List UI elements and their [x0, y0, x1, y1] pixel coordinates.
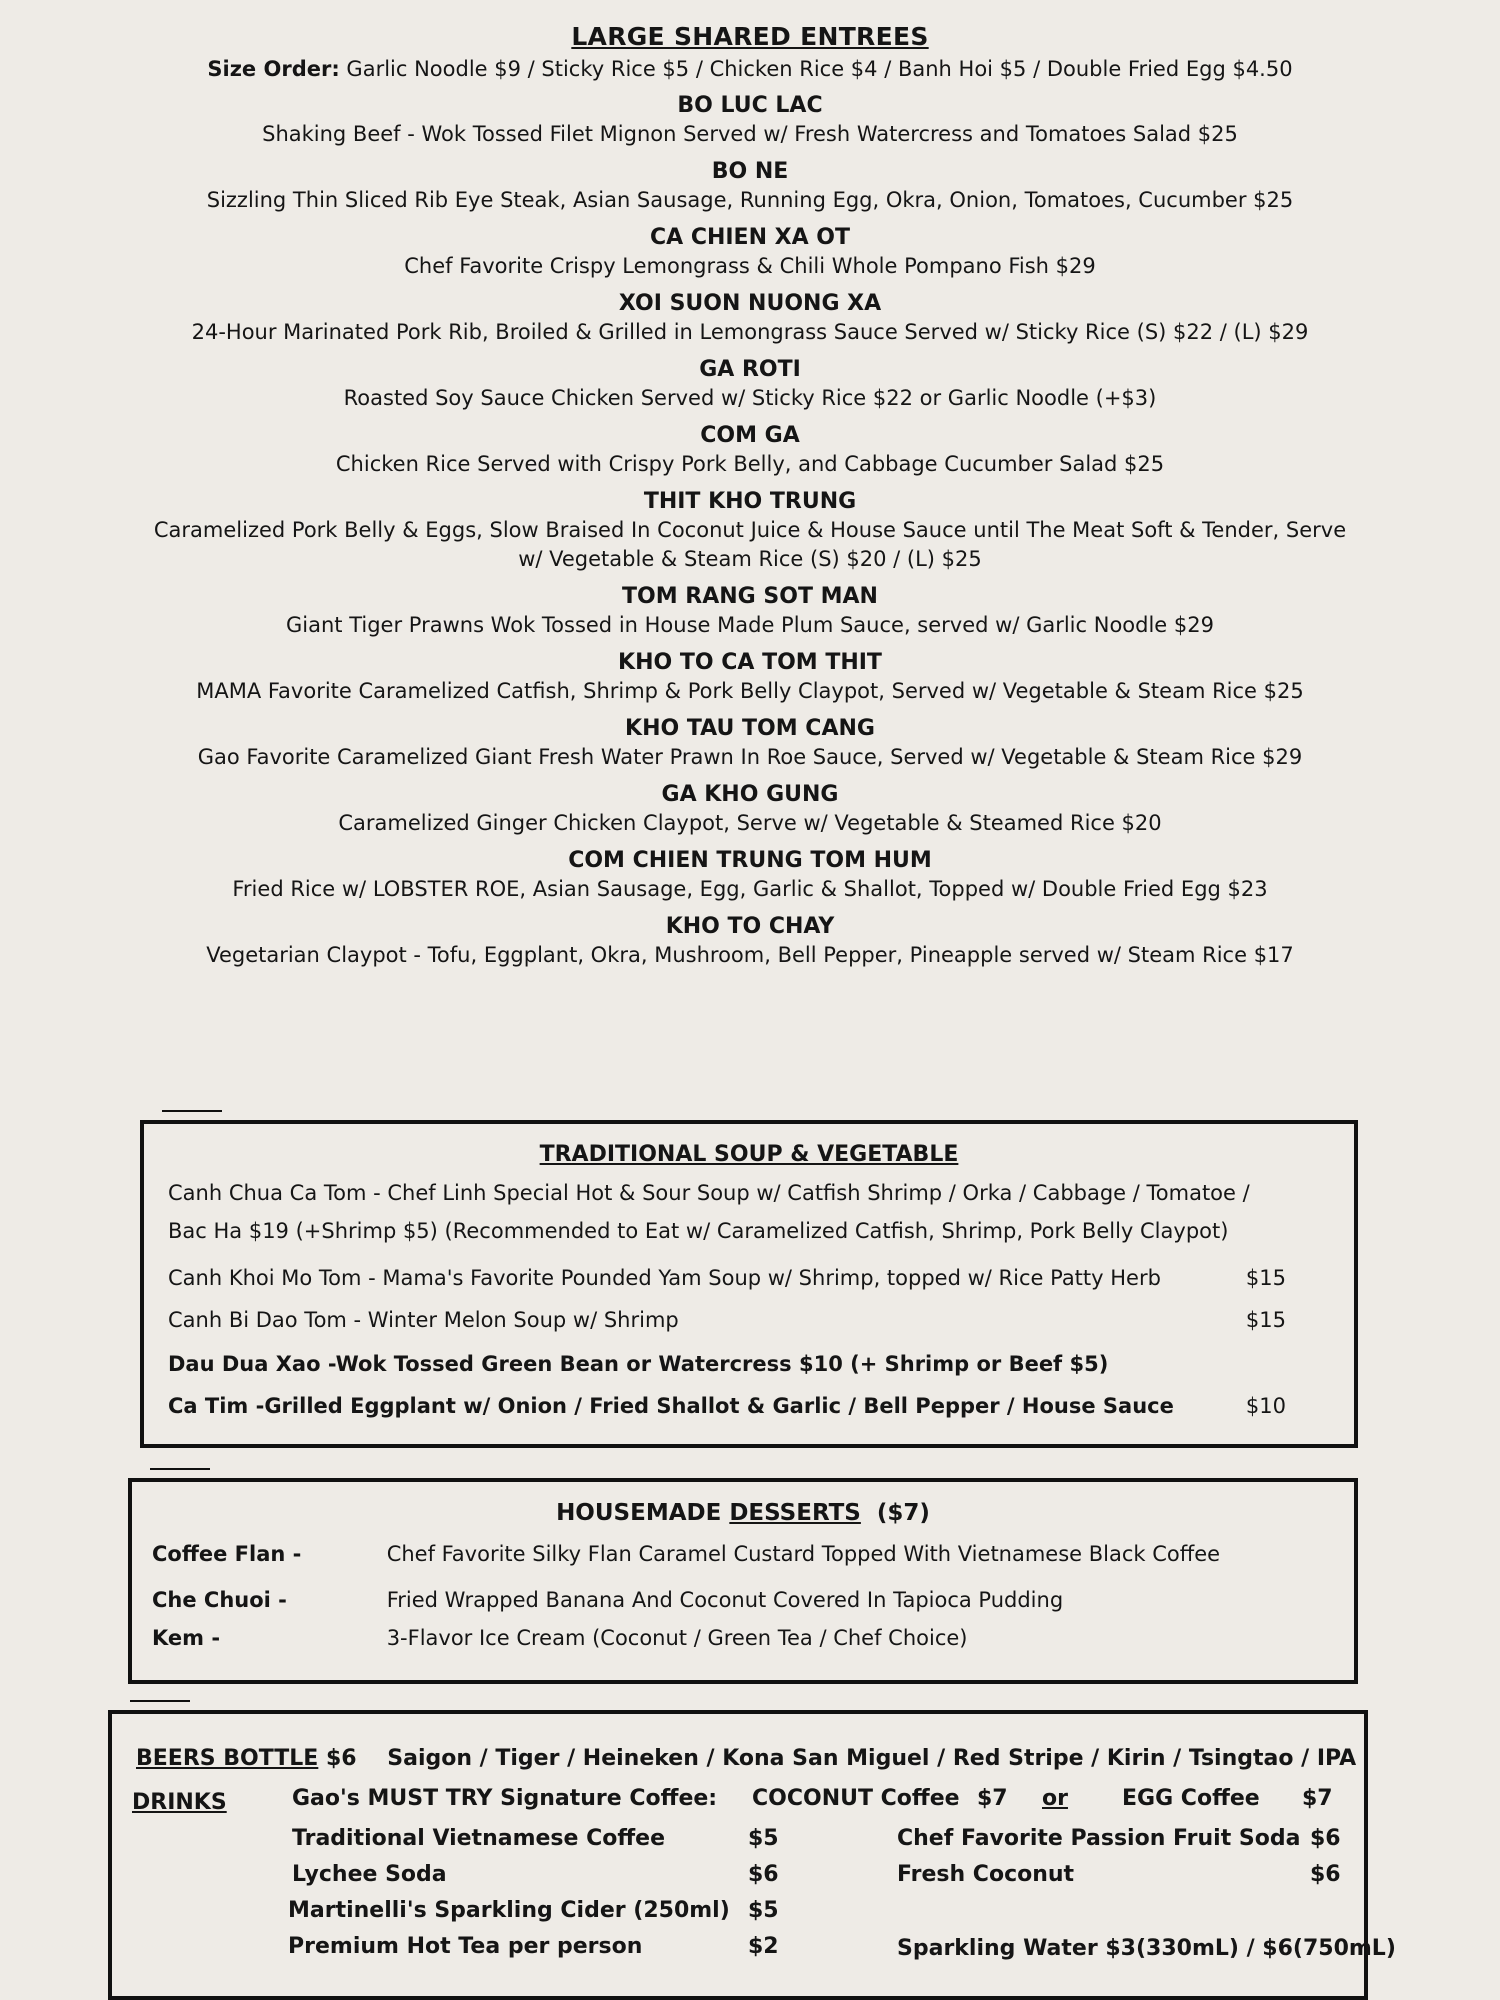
- entree-item: [0, 583, 1500, 640]
- soup-row: [168, 1352, 1326, 1376]
- desserts-title-price: ($7): [876, 1500, 930, 1526]
- entree-name: KHO TAU TOM CANG: [625, 716, 875, 741]
- dessert-name: Coffee Flan -: [152, 1542, 302, 1566]
- entree-item: [0, 488, 1500, 574]
- or-text: or: [1042, 1786, 1068, 1811]
- dessert-desc: Chef Favorite Silky Flan Caramel Custard Topped With Vietnamese Black Coffee: [386, 1542, 1221, 1566]
- entree-name: KHO TO CHAY: [665, 914, 835, 939]
- entree-name: KHO TO CA TOM THIT: [618, 650, 882, 675]
- entree-name: CA CHIEN XA OT: [649, 225, 851, 250]
- drink-price: $6: [1310, 1862, 1341, 1887]
- entree-desc: Gao Favorite Caramelized Giant Fresh Water Prawn In Roe Sauce, Served w/ Vegetable & Steam Rice $29: [197, 745, 1303, 769]
- dessert-desc: Fried Wrapped Banana And Coconut Covered In Tapioca Pudding: [386, 1588, 1064, 1612]
- entree-item: [0, 422, 1500, 479]
- soup-row-price: $10: [1245, 1394, 1286, 1418]
- drink-name: Martinelli's Sparkling Cider (250ml): [288, 1898, 730, 1923]
- coconut-coffee: COCONUT Coffee: [752, 1786, 960, 1811]
- entree-item: [0, 356, 1500, 413]
- entree-desc: Caramelized Pork Belly & Eggs, Slow Braised In Coconut Juice & House Sauce until The Meat Soft & Tender, Serve w/ Vegetable & Steam Rice (S) $20 / (L) $25: [153, 518, 1347, 571]
- sparkling-water: Sparkling Water $3(330mL) / $6(750mL): [897, 1936, 1396, 1961]
- soup-row: [168, 1394, 1326, 1418]
- entree-item: [0, 913, 1500, 970]
- entree-name: BO NE: [711, 159, 789, 184]
- soup-title: TRADITIONAL SOUP & VEGETABLE: [539, 1142, 959, 1167]
- dessert-row: [152, 1588, 1063, 1612]
- coconut-coffee-price: $7: [977, 1786, 1008, 1811]
- soup-row-text: Canh Khoi Mo Tom - Mama's Favorite Pounded Yam Soup w/ Shrimp, topped w/ Rice Patty Herb: [168, 1266, 1161, 1290]
- drink-name: Traditional Vietnamese Coffee: [292, 1826, 666, 1851]
- dessert-row: [152, 1542, 1220, 1566]
- entree-desc: Fried Rice w/ LOBSTER ROE, Asian Sausage, Egg, Garlic & Shallot, Topped w/ Double Fried Egg $23: [232, 877, 1268, 901]
- entree-desc: Caramelized Ginger Chicken Claypot, Serve w/ Vegetable & Steamed Rice $20: [338, 811, 1162, 835]
- entree-name: XOI SUON NUONG XA: [618, 291, 882, 316]
- size-order-line: [0, 55, 1500, 83]
- entree-name: COM GA: [700, 423, 800, 448]
- entree-desc: Roasted Soy Sauce Chicken Served w/ Sticky Rice $22 or Garlic Noodle (+$3): [343, 386, 1157, 410]
- entree-desc: Chef Favorite Crispy Lemongrass & Chili Whole Pompano Fish $29: [404, 254, 1096, 278]
- soup-vegetable-box: [140, 1120, 1358, 1448]
- desserts-title-b: DESSERTS: [729, 1500, 861, 1526]
- signature-label: Gao's MUST TRY Signature Coffee:: [292, 1786, 718, 1811]
- entrees-section: [0, 22, 1500, 970]
- desserts-title: [132, 1500, 1354, 1526]
- entree-item: [0, 781, 1500, 838]
- entree-desc: MAMA Favorite Caramelized Catfish, Shrimp & Pork Belly Claypot, Served w/ Vegetable & Steam Rice $25: [196, 679, 1304, 703]
- soup-row-text: Dau Dua Xao -Wok Tossed Green Bean or Watercress $10 (+ Shrimp or Beef $5): [168, 1352, 1109, 1376]
- entree-desc: Giant Tiger Prawns Wok Tossed in House Made Plum Sauce, served w/ Garlic Noodle $29: [286, 613, 1214, 637]
- entree-item: [0, 290, 1500, 347]
- drinks-box: [108, 1710, 1396, 2000]
- size-order-text: Garlic Noodle $9 / Sticky Rice $5 / Chicken Rice $4 / Banh Hoi $5 / Double Fried Egg $4.50: [346, 57, 1293, 81]
- entree-desc: 24-Hour Marinated Pork Rib, Broiled & Grilled in Lemongrass Sauce Served w/ Sticky Rice (S) $22 / (L) $29: [191, 320, 1309, 344]
- entree-name: COM CHIEN TRUNG TOM HUM: [568, 848, 932, 873]
- entree-name: BO LUC LAC: [677, 93, 823, 118]
- soup-row-text: Canh Bi Dao Tom - Winter Melon Soup w/ Shrimp: [168, 1308, 679, 1332]
- entree-item: [0, 649, 1500, 706]
- drink-name: Fresh Coconut: [897, 1862, 1075, 1887]
- entree-list: [0, 92, 1500, 970]
- soup-row: [168, 1308, 1326, 1332]
- drink-name: Chef Favorite Passion Fruit Soda: [897, 1826, 1301, 1851]
- entree-name: GA ROTI: [699, 357, 801, 382]
- soup-row-price: $15: [1245, 1266, 1286, 1290]
- entree-name: THIT KHO TRUNG: [643, 489, 857, 514]
- soup-row: [168, 1174, 1294, 1250]
- dessert-name: Che Chuoi -: [152, 1588, 287, 1612]
- entrees-title: LARGE SHARED ENTREES: [571, 22, 929, 51]
- soup-row-text: Canh Chua Ca Tom - Chef Linh Special Hot & Sour Soup w/ Catfish Shrimp / Orka / Cabbage / Tomatoe / Bac Ha $19 (+Shrimp $5) (Recommended to Eat w/ Caramelized Catfish, Shrimp, Pork Belly Claypot): [168, 1181, 1250, 1243]
- size-order-label: Size Order:: [207, 57, 340, 81]
- drink-name: Premium Hot Tea per person: [288, 1934, 643, 1959]
- entree-item: [0, 158, 1500, 215]
- drink-price: $2: [748, 1934, 779, 1959]
- beers-price: $6: [325, 1746, 357, 1771]
- soup-row-text: Ca Tim -Grilled Eggplant w/ Onion / Fried Shallot & Garlic / Bell Pepper / House Sauce: [168, 1394, 1174, 1418]
- drink-price: $6: [1310, 1826, 1341, 1851]
- egg-coffee-price: $7: [1302, 1786, 1333, 1811]
- dessert-row: [152, 1626, 967, 1650]
- drink-price: $5: [748, 1898, 779, 1923]
- drink-name: Lychee Soda: [292, 1862, 447, 1887]
- beers-row: [136, 1746, 1356, 1771]
- entree-desc: Sizzling Thin Sliced Rib Eye Steak, Asian Sausage, Running Egg, Okra, Onion, Tomatoes, Cucumber $25: [206, 188, 1294, 212]
- desserts-box: [128, 1478, 1358, 1684]
- drink-price: $5: [748, 1826, 779, 1851]
- entree-item: [0, 92, 1500, 149]
- egg-coffee: EGG Coffee: [1122, 1786, 1260, 1811]
- entree-name: TOM RANG SOT MAN: [622, 584, 878, 609]
- beers-list: Saigon / Tiger / Heineken / Kona San Miguel / Red Stripe / Kirin / Tsingtao / IPA: [387, 1746, 1357, 1771]
- desserts-title-a: HOUSEMADE: [556, 1500, 722, 1526]
- soup-row: [168, 1266, 1326, 1290]
- dessert-desc: 3-Flavor Ice Cream (Coconut / Green Tea / Chef Choice): [386, 1626, 968, 1650]
- entree-desc: Vegetarian Claypot - Tofu, Eggplant, Okra, Mushroom, Bell Pepper, Pineapple served w/ Steam Rice $17: [206, 943, 1294, 967]
- entree-name: GA KHO GUNG: [661, 782, 839, 807]
- dessert-name: Kem -: [152, 1626, 221, 1650]
- entree-item: [0, 224, 1500, 281]
- entree-desc: Chicken Rice Served with Crispy Pork Belly, and Cabbage Cucumber Salad $25: [335, 452, 1165, 476]
- entree-desc: Shaking Beef - Wok Tossed Filet Mignon Served w/ Fresh Watercress and Tomatoes Salad $25: [262, 122, 1238, 146]
- beers-label: BEERS BOTTLE: [136, 1746, 319, 1771]
- entree-item: [0, 847, 1500, 904]
- drink-price: $6: [748, 1862, 779, 1887]
- entree-item: [0, 715, 1500, 772]
- drinks-label: DRINKS: [132, 1790, 227, 1815]
- soup-row-price: $15: [1245, 1308, 1286, 1332]
